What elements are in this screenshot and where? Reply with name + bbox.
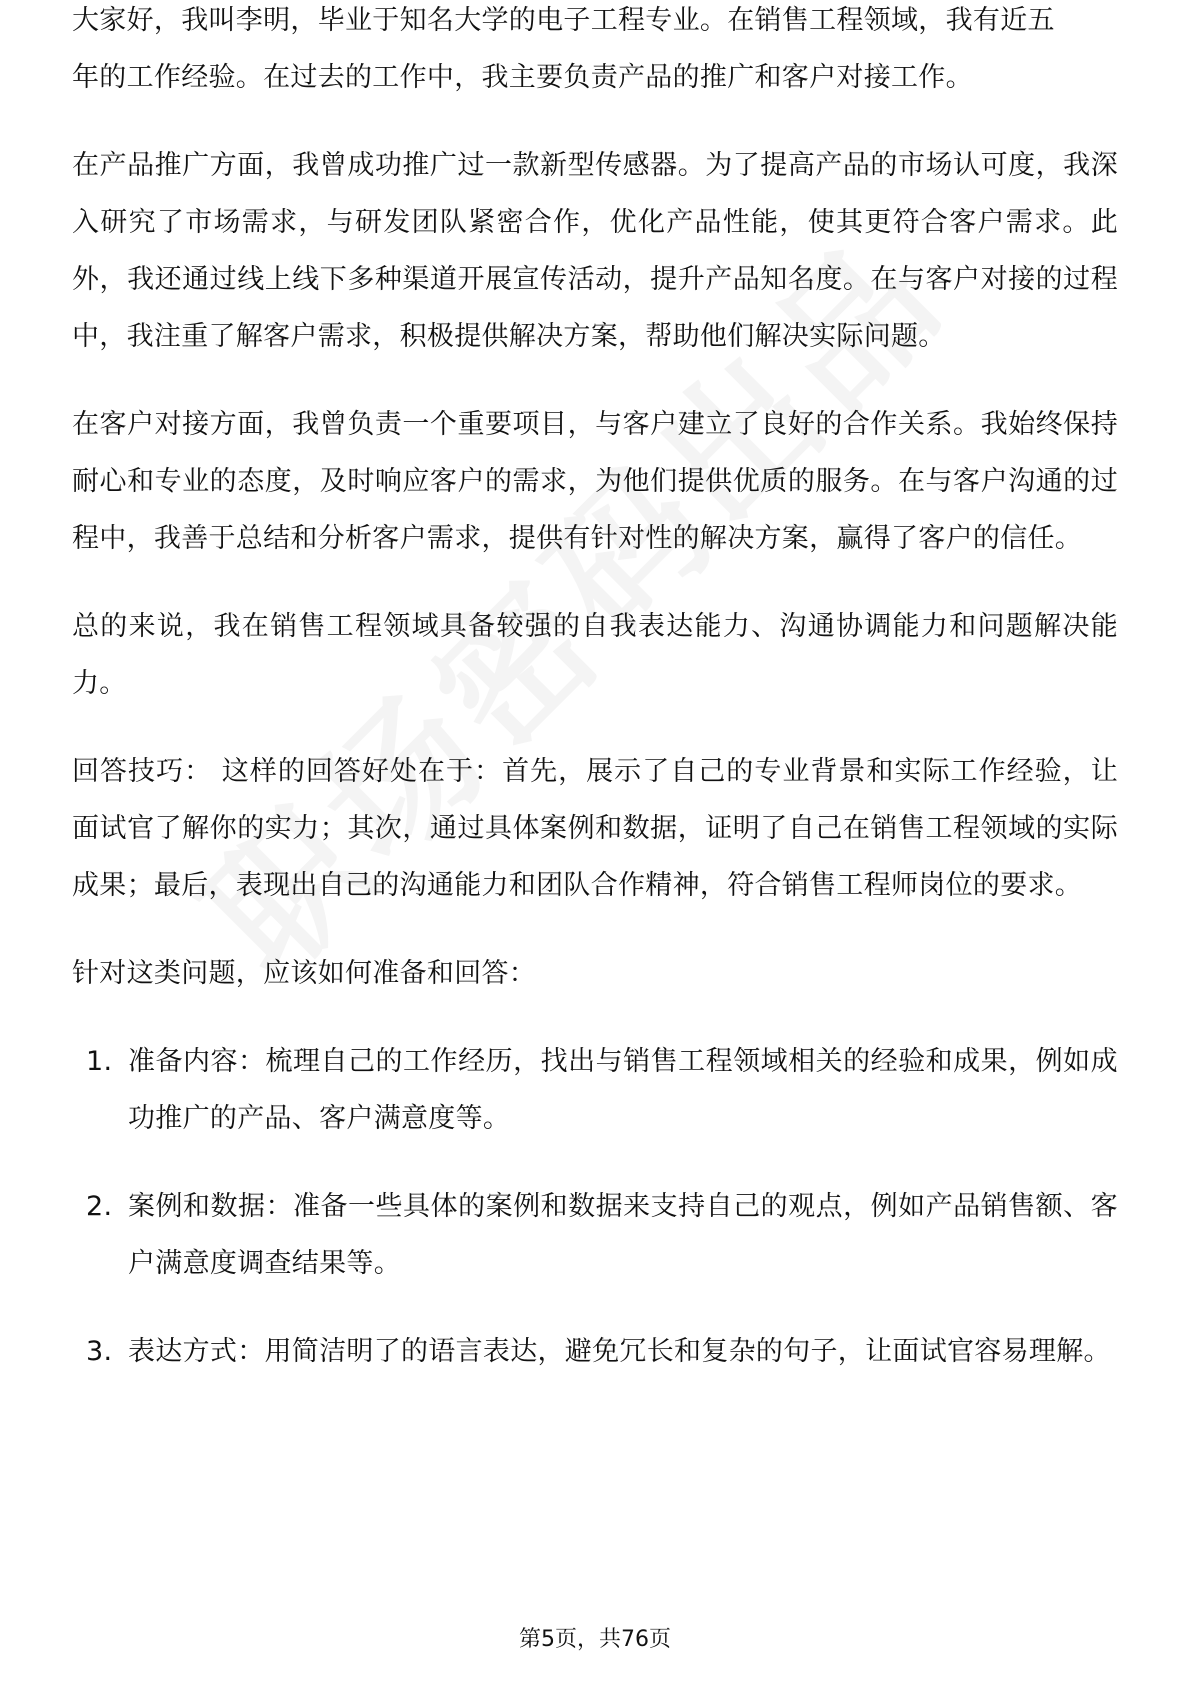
paragraph-answer-tips: 回答技巧： 这样的回答好处在于：首先，展示了自己的专业背景和实际工作经验，让面试官了解你的实力；其次，通过具体案例和数据，证明了自己在销售工程领域的实际成果；最后，表现出自己的沟通能力和团队合作精神，符合销售工程师岗位的要求。 [72,756,1118,901]
paragraph-summary: 总的来说，我在销售工程领域具备较强的自我表达能力、沟通协调能力和问题解决能力。 [72,611,1118,699]
intro-line-2: 年的工作经验。在过去的工作中，我主要负责产品的推广和客户对接工作。 [72,62,973,93]
paragraph-how-to-prepare: 针对这类问题，应该如何准备和回答： [72,958,537,989]
list-item [72,1033,1118,1147]
intro-line-1: 大家好，我叫李明，毕业于知名大学的电子工程专业。在销售工程领域，我有近五 [72,5,1055,36]
intro-paragraph [72,0,1118,106]
paragraph-client-liaison: 在客户对接方面，我曾负责一个重要项目，与客户建立了良好的合作关系。我始终保持耐心和专业的态度，及时响应客户的需求，为他们提供优质的服务。在与客户沟通的过程中，我善于总结和分析客户需求，提供有针对性的解决方案，赢得了客户的信任。 [72,409,1118,554]
document-body [72,0,1118,1411]
paragraph-product-promotion: 在产品推广方面，我曾成功推广过一款新型传感器。为了提高产品的市场认可度，我深入研究了市场需求，与研发团队紧密合作，优化产品性能，使其更符合客户需求。此外，我还通过线上线下多种渠道开展宣传活动，提升产品知名度。在与客户对接的过程中，我注重了解客户需求，积极提供解决方案，帮助他们解决实际问题。 [72,150,1118,352]
list-number: 1. [86,1046,113,1077]
list-item [72,1323,1118,1380]
preparation-list [72,1033,1118,1380]
list-item [72,1178,1118,1292]
list-text: 准备内容：梳理自己的工作经历，找出与销售工程领域相关的经验和成果，例如成功推广的产品、客户满意度等。 [128,1046,1118,1134]
list-number: 2. [86,1191,113,1222]
list-number: 3. [86,1336,113,1367]
list-text: 案例和数据：准备一些具体的案例和数据来支持自己的观点，例如产品销售额、客户满意度调查结果等。 [128,1191,1118,1279]
list-text: 表达方式：用简洁明了的语言表达，避免冗长和复杂的句子，让面试官容易理解。 [128,1336,1111,1367]
page-number-footer: 第5页，共76页 [519,1627,671,1652]
